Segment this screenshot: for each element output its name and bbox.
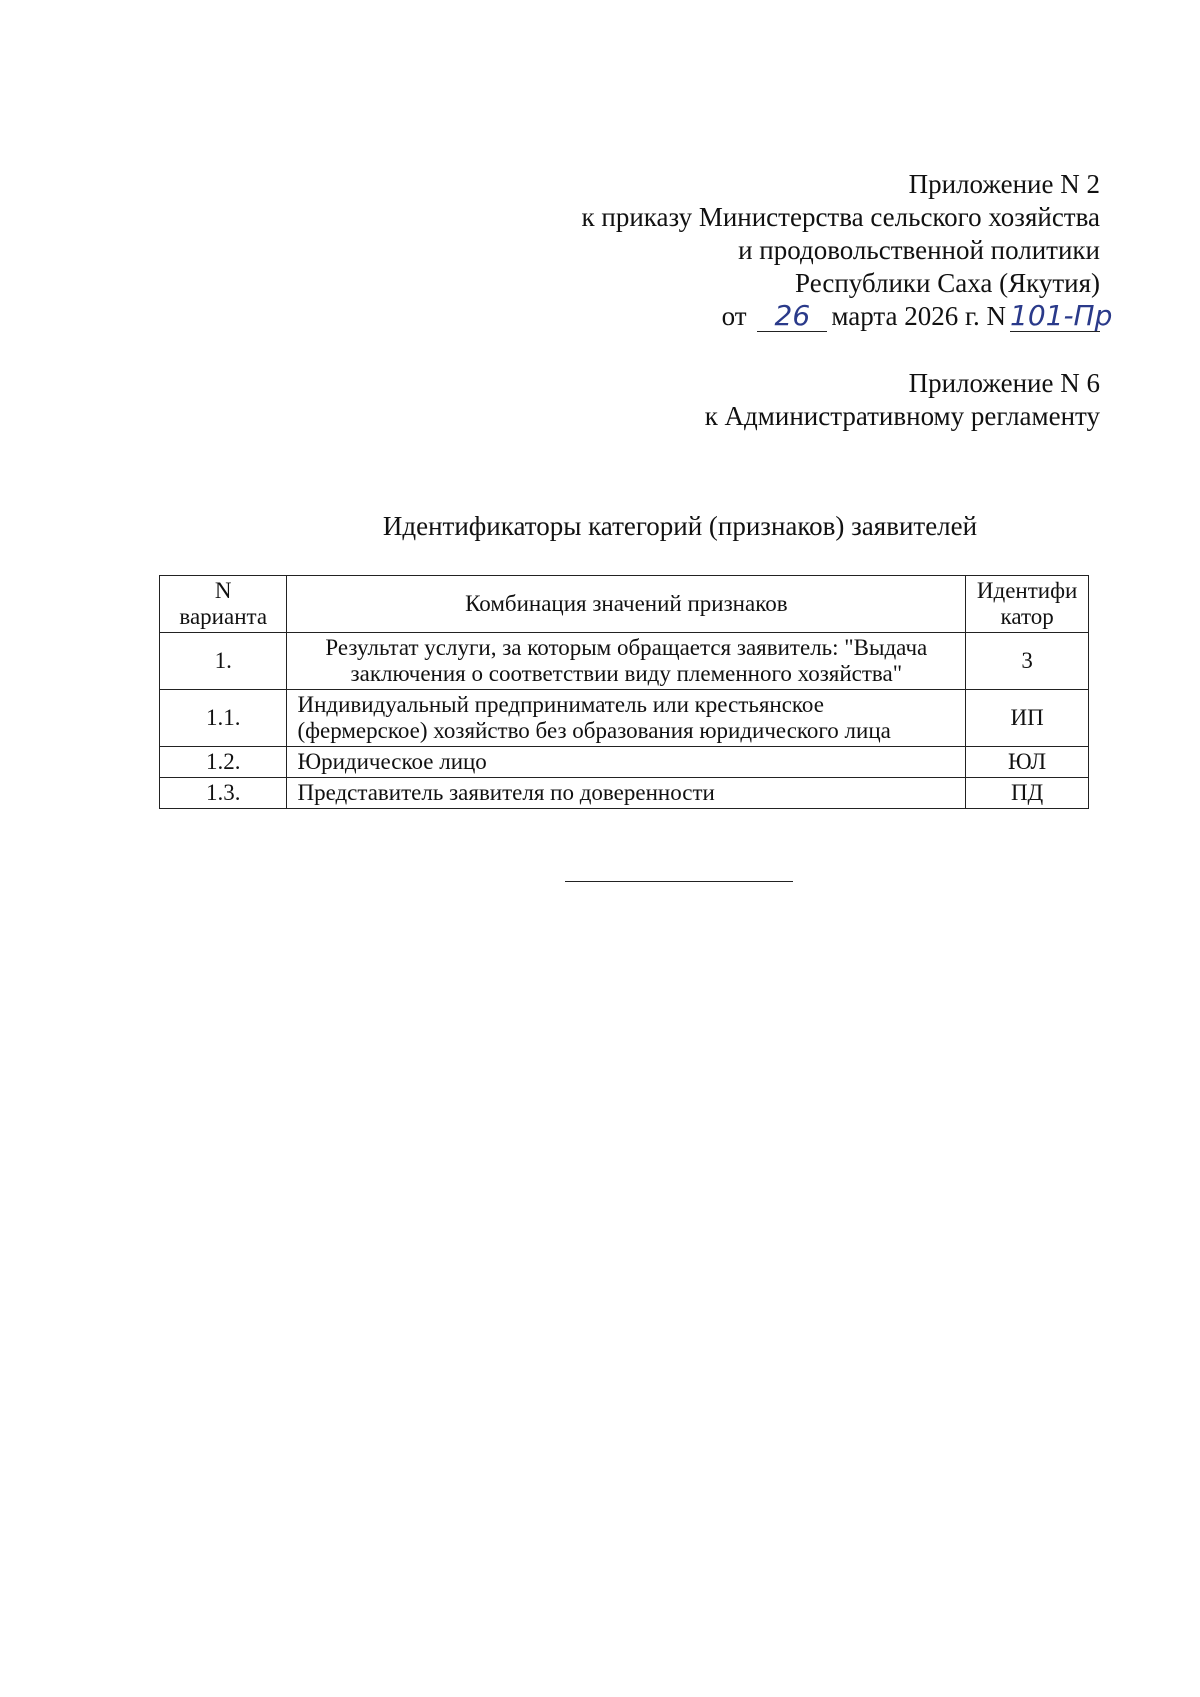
appendix-6-regulation-line: к Административному регламенту [704, 401, 1100, 431]
date-rest: марта 2026 г. N [831, 301, 1006, 331]
table-row [160, 778, 1089, 809]
appendix-2-order-line: к приказу Министерства сельского хозяйства [581, 202, 1100, 232]
table-row [160, 633, 1089, 690]
appendix-6-title: Приложение N 6 [908, 368, 1100, 398]
row-identifier: ИП [966, 690, 1089, 747]
appendix-2-header [581, 168, 1113, 333]
document-title-wrap [0, 510, 1200, 542]
row-combination: Юридическое лицо [287, 747, 966, 778]
table-row [160, 747, 1089, 778]
row-number: 1.3. [160, 778, 287, 809]
appendix-6-header [705, 367, 1100, 433]
row-combination: Результат услуги, за которым обращается заявитель: "Выдача заключения о соответствии виду племенного хозяйства" [287, 633, 966, 690]
appendix-2-title: Приложение N 2 [908, 169, 1100, 199]
date-prefix: от [721, 301, 747, 331]
row-identifier: ЮЛ [966, 747, 1089, 778]
header-combination: Комбинация значений признаков [287, 576, 966, 633]
order-date-line [582, 299, 1113, 333]
row-number: 1.2. [160, 747, 287, 778]
row-number: 1.1. [160, 690, 287, 747]
document-title: Идентификаторы категорий (признаков) заявителей [382, 511, 978, 541]
row-combination: Индивидуальный предприниматель или крестьянское (фермерское) хозяйство без образования юридического лица [287, 690, 966, 747]
appendix-2-republic-line: Республики Саха (Якутия) [795, 268, 1100, 298]
header-variant-number: N варианта [160, 576, 287, 633]
row-identifier: ПД [966, 778, 1089, 809]
row-number: 1. [160, 633, 287, 690]
identifiers-table [159, 575, 1089, 809]
table-header-row [160, 576, 1089, 633]
row-combination: Представитель заявителя по доверенности [287, 778, 966, 809]
handwritten-order-number: 101-Пр [1010, 299, 1113, 332]
handwritten-day: 26 [757, 301, 827, 332]
appendix-2-ministry-line: и продовольственной политики [738, 235, 1100, 265]
header-identifier: Идентифи катор [966, 576, 1089, 633]
end-divider [565, 881, 793, 882]
table-row [160, 690, 1089, 747]
row-identifier: 3 [966, 633, 1089, 690]
